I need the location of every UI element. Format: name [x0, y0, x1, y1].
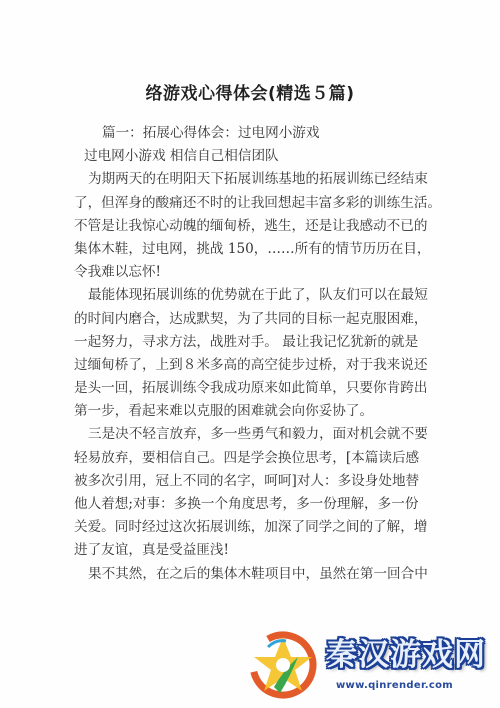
- paragraph-line: 的时间内磨合，达成默契，为了共同的目标一起克服困难，: [74, 310, 428, 327]
- paragraph-line: 一起努力，寻求方法，战胜对手。 最让我记忆犹新的就是: [74, 333, 419, 350]
- paragraph-line: 三是决不轻言放弃，多一些勇气和毅力，面对机会就不要: [88, 426, 428, 443]
- qinhan-logo-icon: [246, 627, 320, 703]
- paragraph-line: 进了友谊，真是受益匪浅!: [74, 542, 229, 559]
- site-url[interactable]: www.qinrender.com: [336, 680, 453, 691]
- paragraph-line: 集体木鞋，过电网，挑战 150，……所有的情节历历在目，: [74, 240, 431, 257]
- document-title: 络游戏心得体会(精选５篇): [145, 84, 355, 104]
- paragraph-line: 果不其然，在之后的集体木鞋项目中，虽然在第一回合中: [88, 565, 428, 582]
- site-name: 秦汉游戏网: [326, 637, 486, 673]
- paragraph-line: 了，但浑身的酸痛还不时的让我回想起丰富多彩的训练生活。: [74, 194, 442, 211]
- paragraph-line: 第一步，看起来难以克服的困难就会向你妥协了。: [74, 403, 374, 420]
- paragraph-line: 不管是让我惊心动魄的缅甸桥，逃生，还是让我感动不已的: [74, 217, 428, 234]
- paragraph-line: 过缅甸桥了，上到８米多高的高空徒步过桥，对于我来说还: [74, 356, 428, 373]
- paragraph-line: 关爱。同时经过这次拓展训练，加深了同学之间的了解，增: [74, 519, 428, 536]
- site-watermark[interactable]: [244, 625, 500, 708]
- paragraph-line: 他人着想;对事：多换一个角度思考，多一份理解，多一份: [74, 496, 419, 512]
- paragraph-line: 为期两天的在明阳天下拓展训练基地的拓展训练已经结束: [88, 171, 428, 188]
- paragraph-line: 轻易放弃，要相信自己。四是学会换位思考，[本篇读后感: [74, 449, 420, 466]
- paragraph-line: 最能体现拓展训练的优势就在于此了，队友们可以在最短: [88, 287, 428, 304]
- paragraph-line: 过电网小游戏 相信自己相信团队: [84, 148, 279, 165]
- document-body: [74, 122, 442, 586]
- paragraph-line: 是头一回，拓展训练令我成功原来如此简单，只要你肯跨出: [74, 380, 428, 397]
- paragraph-line: 被多次引用，冠上不同的名字，呵呵]对人：多设身处地替: [74, 472, 420, 489]
- paragraph-line: 令我难以忘怀!: [74, 264, 162, 281]
- section-heading: 篇一：拓展心得体会：过电网小游戏: [102, 125, 320, 141]
